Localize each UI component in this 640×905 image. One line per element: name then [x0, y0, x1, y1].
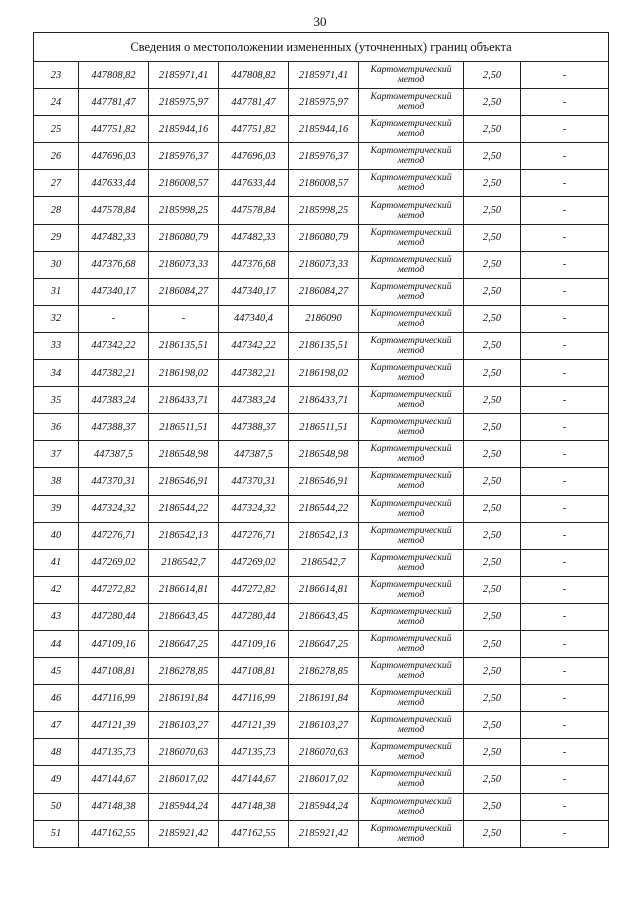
new-x-cell: 447276,71 [219, 522, 289, 549]
existing-y-cell: 2186135,51 [149, 332, 219, 359]
new-y-cell: 2186614,81 [289, 576, 359, 603]
table-row [34, 387, 609, 414]
accuracy-cell: 2,50 [464, 224, 521, 251]
accuracy-cell: 2,50 [464, 197, 521, 224]
existing-y-cell: 2186008,57 [149, 170, 219, 197]
method-cell: Картометрический метод [359, 522, 464, 549]
table-row [34, 712, 609, 739]
table-row [34, 89, 609, 116]
existing-y-cell: 2185976,37 [149, 143, 219, 170]
point-number-cell: 51 [34, 820, 79, 847]
new-y-cell: 2185975,97 [289, 89, 359, 116]
description-cell: - [521, 603, 609, 630]
existing-y-cell: 2186643,45 [149, 603, 219, 630]
existing-y-cell: 2186548,98 [149, 441, 219, 468]
accuracy-cell: 2,50 [464, 576, 521, 603]
point-number-cell: 34 [34, 360, 79, 387]
accuracy-cell: 2,50 [464, 360, 521, 387]
description-cell: - [521, 712, 609, 739]
existing-x-cell: 447121,39 [79, 712, 149, 739]
existing-x-cell: 447324,32 [79, 495, 149, 522]
description-cell: - [521, 820, 609, 847]
method-cell: Картометрический метод [359, 89, 464, 116]
boundary-coordinates-table [33, 32, 609, 848]
existing-x-cell: 447272,82 [79, 576, 149, 603]
point-number-cell: 49 [34, 766, 79, 793]
page-number: 30 [313, 14, 327, 29]
new-y-cell: 2185976,37 [289, 143, 359, 170]
new-x-cell: 447578,84 [219, 197, 289, 224]
description-cell: - [521, 170, 609, 197]
new-x-cell: 447340,17 [219, 278, 289, 305]
table-row [34, 441, 609, 468]
method-cell: Картометрический метод [359, 793, 464, 820]
existing-x-cell: 447144,67 [79, 766, 149, 793]
accuracy-cell: 2,50 [464, 441, 521, 468]
existing-x-cell: 447382,21 [79, 360, 149, 387]
new-x-cell: 447388,37 [219, 414, 289, 441]
existing-x-cell: 447269,02 [79, 549, 149, 576]
existing-x-cell: 447751,82 [79, 116, 149, 143]
method-cell: Картометрический метод [359, 739, 464, 766]
method-cell: Картометрический метод [359, 766, 464, 793]
existing-x-cell: 447482,33 [79, 224, 149, 251]
existing-x-cell: 447280,44 [79, 603, 149, 630]
existing-y-cell: 2186433,71 [149, 387, 219, 414]
existing-x-cell: - [79, 305, 149, 332]
new-x-cell: 447116,99 [219, 685, 289, 712]
existing-x-cell: 447109,16 [79, 630, 149, 657]
new-x-cell: 447387,5 [219, 441, 289, 468]
accuracy-cell: 2,50 [464, 143, 521, 170]
point-number-cell: 45 [34, 658, 79, 685]
existing-x-cell: 447383,24 [79, 387, 149, 414]
existing-y-cell: 2186542,13 [149, 522, 219, 549]
method-cell: Картометрический метод [359, 468, 464, 495]
new-y-cell: 2186542,13 [289, 522, 359, 549]
table-row [34, 62, 609, 89]
accuracy-cell: 2,50 [464, 793, 521, 820]
table-row [34, 278, 609, 305]
description-cell: - [521, 549, 609, 576]
method-cell: Картометрический метод [359, 820, 464, 847]
new-x-cell: 447340,4 [219, 305, 289, 332]
table-row [34, 576, 609, 603]
description-cell: - [521, 387, 609, 414]
accuracy-cell: 2,50 [464, 278, 521, 305]
description-cell: - [521, 441, 609, 468]
new-x-cell: 447108,81 [219, 658, 289, 685]
new-y-cell: 2185998,25 [289, 197, 359, 224]
table-row [34, 332, 609, 359]
description-cell: - [521, 116, 609, 143]
existing-x-cell: 447135,73 [79, 739, 149, 766]
existing-y-cell: 2186084,27 [149, 278, 219, 305]
existing-y-cell: 2186546,91 [149, 468, 219, 495]
new-y-cell: 2186544,22 [289, 495, 359, 522]
table-row [34, 360, 609, 387]
method-cell: Картометрический метод [359, 495, 464, 522]
description-cell: - [521, 414, 609, 441]
new-y-cell: 2186103,27 [289, 712, 359, 739]
accuracy-cell: 2,50 [464, 332, 521, 359]
existing-y-cell: 2186080,79 [149, 224, 219, 251]
table-row [34, 414, 609, 441]
existing-y-cell: 2185971,41 [149, 62, 219, 89]
point-number-cell: 47 [34, 712, 79, 739]
table-row [34, 549, 609, 576]
accuracy-cell: 2,50 [464, 766, 521, 793]
new-y-cell: 2186135,51 [289, 332, 359, 359]
point-number-cell: 27 [34, 170, 79, 197]
point-number-cell: 29 [34, 224, 79, 251]
table-row [34, 170, 609, 197]
existing-y-cell: 2185921,42 [149, 820, 219, 847]
description-cell: - [521, 89, 609, 116]
description-cell: - [521, 360, 609, 387]
point-number-cell: 26 [34, 143, 79, 170]
new-y-cell: 2185944,16 [289, 116, 359, 143]
existing-y-cell: 2186614,81 [149, 576, 219, 603]
existing-y-cell: 2185975,97 [149, 89, 219, 116]
method-cell: Картометрический метод [359, 630, 464, 657]
new-y-cell: 2186090 [289, 305, 359, 332]
description-cell: - [521, 278, 609, 305]
new-y-cell: 2186017,02 [289, 766, 359, 793]
description-cell: - [521, 468, 609, 495]
existing-y-cell: 2186198,02 [149, 360, 219, 387]
description-cell: - [521, 305, 609, 332]
point-number-cell: 30 [34, 251, 79, 278]
method-cell: Картометрический метод [359, 143, 464, 170]
existing-x-cell: 447116,99 [79, 685, 149, 712]
accuracy-cell: 2,50 [464, 658, 521, 685]
table-title-row [34, 33, 609, 62]
existing-y-cell: 2186070,63 [149, 739, 219, 766]
accuracy-cell: 2,50 [464, 116, 521, 143]
table-row [34, 603, 609, 630]
point-number-cell: 31 [34, 278, 79, 305]
new-x-cell: 447342,22 [219, 332, 289, 359]
description-cell: - [521, 685, 609, 712]
accuracy-cell: 2,50 [464, 305, 521, 332]
method-cell: Картометрический метод [359, 278, 464, 305]
accuracy-cell: 2,50 [464, 414, 521, 441]
accuracy-cell: 2,50 [464, 170, 521, 197]
description-cell: - [521, 766, 609, 793]
existing-y-cell: 2186103,27 [149, 712, 219, 739]
existing-x-cell: 447342,22 [79, 332, 149, 359]
accuracy-cell: 2,50 [464, 522, 521, 549]
table-row [34, 495, 609, 522]
method-cell: Картометрический метод [359, 170, 464, 197]
point-number-cell: 39 [34, 495, 79, 522]
point-number-cell: 50 [34, 793, 79, 820]
new-y-cell: 2186278,85 [289, 658, 359, 685]
accuracy-cell: 2,50 [464, 820, 521, 847]
new-y-cell: 2185944,24 [289, 793, 359, 820]
table-row [34, 739, 609, 766]
method-cell: Картометрический метод [359, 251, 464, 278]
new-x-cell: 447135,73 [219, 739, 289, 766]
accuracy-cell: 2,50 [464, 89, 521, 116]
new-x-cell: 447633,44 [219, 170, 289, 197]
new-y-cell: 2186080,79 [289, 224, 359, 251]
method-cell: Картометрический метод [359, 441, 464, 468]
accuracy-cell: 2,50 [464, 495, 521, 522]
existing-y-cell: 2186073,33 [149, 251, 219, 278]
new-x-cell: 447280,44 [219, 603, 289, 630]
new-y-cell: 2186511,51 [289, 414, 359, 441]
table-row [34, 685, 609, 712]
description-cell: - [521, 576, 609, 603]
method-cell: Картометрический метод [359, 658, 464, 685]
existing-x-cell: 447781,47 [79, 89, 149, 116]
existing-y-cell: 2185944,24 [149, 793, 219, 820]
method-cell: Картометрический метод [359, 332, 464, 359]
point-number-cell: 43 [34, 603, 79, 630]
table-row [34, 658, 609, 685]
point-number-cell: 25 [34, 116, 79, 143]
table-row [34, 522, 609, 549]
method-cell: Картометрический метод [359, 603, 464, 630]
point-number-cell: 46 [34, 685, 79, 712]
existing-x-cell: 447340,17 [79, 278, 149, 305]
new-y-cell: 2186073,33 [289, 251, 359, 278]
point-number-cell: 28 [34, 197, 79, 224]
existing-x-cell: 447387,5 [79, 441, 149, 468]
new-x-cell: 447376,68 [219, 251, 289, 278]
accuracy-cell: 2,50 [464, 739, 521, 766]
existing-y-cell: 2186017,02 [149, 766, 219, 793]
point-number-cell: 33 [34, 332, 79, 359]
table-row [34, 793, 609, 820]
description-cell: - [521, 224, 609, 251]
description-cell: - [521, 251, 609, 278]
new-y-cell: 2186548,98 [289, 441, 359, 468]
accuracy-cell: 2,50 [464, 630, 521, 657]
existing-y-cell: 2186544,22 [149, 495, 219, 522]
new-x-cell: 447148,38 [219, 793, 289, 820]
new-x-cell: 447382,21 [219, 360, 289, 387]
table-row [34, 116, 609, 143]
point-number-cell: 32 [34, 305, 79, 332]
point-number-cell: 36 [34, 414, 79, 441]
table-row [34, 766, 609, 793]
point-number-cell: 35 [34, 387, 79, 414]
accuracy-cell: 2,50 [464, 62, 521, 89]
method-cell: Картометрический метод [359, 224, 464, 251]
existing-x-cell: 447108,81 [79, 658, 149, 685]
method-cell: Картометрический метод [359, 414, 464, 441]
new-y-cell: 2186198,02 [289, 360, 359, 387]
table-row [34, 143, 609, 170]
new-y-cell: 2186070,63 [289, 739, 359, 766]
method-cell: Картометрический метод [359, 197, 464, 224]
description-cell: - [521, 143, 609, 170]
method-cell: Картометрический метод [359, 116, 464, 143]
method-cell: Картометрический метод [359, 712, 464, 739]
existing-x-cell: 447376,68 [79, 251, 149, 278]
new-x-cell: 447482,33 [219, 224, 289, 251]
new-x-cell: 447370,31 [219, 468, 289, 495]
existing-y-cell: 2186542,7 [149, 549, 219, 576]
new-y-cell: 2186008,57 [289, 170, 359, 197]
new-x-cell: 447144,67 [219, 766, 289, 793]
description-cell: - [521, 62, 609, 89]
existing-y-cell: 2186278,85 [149, 658, 219, 685]
method-cell: Картометрический метод [359, 387, 464, 414]
table-row [34, 251, 609, 278]
table-row [34, 630, 609, 657]
existing-x-cell: 447633,44 [79, 170, 149, 197]
existing-y-cell: 2185944,16 [149, 116, 219, 143]
existing-x-cell: 447276,71 [79, 522, 149, 549]
point-number-cell: 40 [34, 522, 79, 549]
new-x-cell: 447162,55 [219, 820, 289, 847]
point-number-cell: 38 [34, 468, 79, 495]
new-x-cell: 447696,03 [219, 143, 289, 170]
accuracy-cell: 2,50 [464, 468, 521, 495]
method-cell: Картометрический метод [359, 576, 464, 603]
existing-x-cell: 447162,55 [79, 820, 149, 847]
accuracy-cell: 2,50 [464, 712, 521, 739]
description-cell: - [521, 793, 609, 820]
description-cell: - [521, 495, 609, 522]
description-cell: - [521, 658, 609, 685]
new-x-cell: 447383,24 [219, 387, 289, 414]
new-x-cell: 447751,82 [219, 116, 289, 143]
accuracy-cell: 2,50 [464, 251, 521, 278]
description-cell: - [521, 332, 609, 359]
existing-y-cell: - [149, 305, 219, 332]
accuracy-cell: 2,50 [464, 685, 521, 712]
existing-x-cell: 447370,31 [79, 468, 149, 495]
new-y-cell: 2185971,41 [289, 62, 359, 89]
new-y-cell: 2186191,84 [289, 685, 359, 712]
existing-x-cell: 447148,38 [79, 793, 149, 820]
point-number-cell: 23 [34, 62, 79, 89]
point-number-cell: 24 [34, 89, 79, 116]
accuracy-cell: 2,50 [464, 387, 521, 414]
description-cell: - [521, 522, 609, 549]
table-title: Сведения о местоположении измененных (уточненных) границ объекта [34, 33, 609, 62]
description-cell: - [521, 739, 609, 766]
method-cell: Картометрический метод [359, 360, 464, 387]
new-y-cell: 2186647,25 [289, 630, 359, 657]
new-y-cell: 2186084,27 [289, 278, 359, 305]
method-cell: Картометрический метод [359, 305, 464, 332]
method-cell: Картометрический метод [359, 685, 464, 712]
point-number-cell: 44 [34, 630, 79, 657]
new-y-cell: 2186546,91 [289, 468, 359, 495]
accuracy-cell: 2,50 [464, 549, 521, 576]
description-cell: - [521, 197, 609, 224]
existing-y-cell: 2186511,51 [149, 414, 219, 441]
point-number-cell: 41 [34, 549, 79, 576]
new-x-cell: 447121,39 [219, 712, 289, 739]
new-x-cell: 447781,47 [219, 89, 289, 116]
new-x-cell: 447269,02 [219, 549, 289, 576]
point-number-cell: 37 [34, 441, 79, 468]
accuracy-cell: 2,50 [464, 603, 521, 630]
description-cell: - [521, 630, 609, 657]
point-number-cell: 48 [34, 739, 79, 766]
new-x-cell: 447808,82 [219, 62, 289, 89]
new-y-cell: 2186643,45 [289, 603, 359, 630]
method-cell: Картометрический метод [359, 549, 464, 576]
table-row [34, 197, 609, 224]
new-y-cell: 2186433,71 [289, 387, 359, 414]
new-x-cell: 447272,82 [219, 576, 289, 603]
new-y-cell: 2185921,42 [289, 820, 359, 847]
table-row [34, 820, 609, 847]
existing-x-cell: 447696,03 [79, 143, 149, 170]
method-cell: Картометрический метод [359, 62, 464, 89]
new-y-cell: 2186542,7 [289, 549, 359, 576]
existing-y-cell: 2186191,84 [149, 685, 219, 712]
existing-y-cell: 2186647,25 [149, 630, 219, 657]
existing-y-cell: 2185998,25 [149, 197, 219, 224]
existing-x-cell: 447388,37 [79, 414, 149, 441]
table-row [34, 224, 609, 251]
table-row [34, 468, 609, 495]
existing-x-cell: 447808,82 [79, 62, 149, 89]
new-x-cell: 447109,16 [219, 630, 289, 657]
table-row [34, 305, 609, 332]
existing-x-cell: 447578,84 [79, 197, 149, 224]
point-number-cell: 42 [34, 576, 79, 603]
new-x-cell: 447324,32 [219, 495, 289, 522]
